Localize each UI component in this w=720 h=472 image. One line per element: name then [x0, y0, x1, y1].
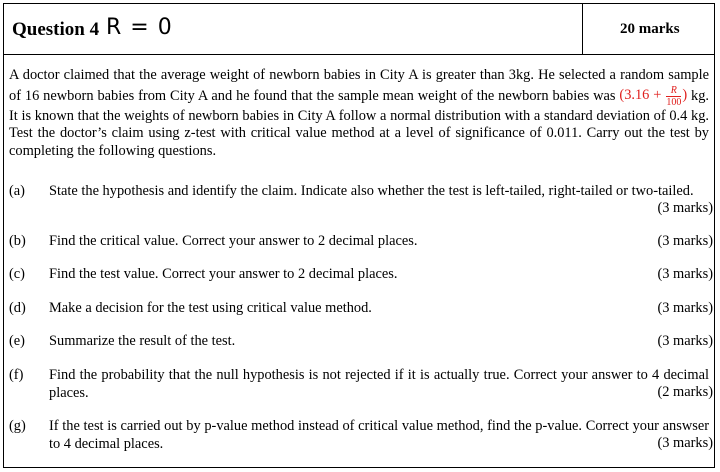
- part-d-text: Make a decision for the test using critical value method.: [49, 300, 372, 316]
- part-f-text: Find the probability that the null hypothesis is not rejected if it is actually true. Correct your answer to 4 decimal places.: [49, 367, 709, 401]
- part-a-text: State the hypothesis and identify the claim. Indicate also whether the test is left-tailed, right-tailed or two-tailed.: [49, 183, 694, 199]
- part-f-marks: (2 marks): [657, 384, 713, 400]
- part-g-marks: (3 marks): [657, 435, 713, 451]
- part-d-marks: (3 marks): [657, 300, 713, 316]
- part-b-label: (b): [9, 233, 26, 249]
- part-b-text: Find the critical value. Correct your answer to 2 decimal places.: [49, 233, 418, 249]
- part-f-label: (f): [9, 367, 24, 383]
- part-e-label: (e): [9, 333, 25, 349]
- part-a-marks: (3 marks): [657, 200, 713, 216]
- intro-text-2: kg. It is known that the weights of newborn babies in City A follow a normal distribution with a standard deviation of 0.4 kg. Test the doctor’s claim using z-test with critical value method at a level of significance of 0.011. Carry out the test by completing the following questions.: [9, 87, 710, 159]
- part-e-text: Summarize the result of the test.: [49, 333, 236, 349]
- formula-fraction: [666, 85, 681, 108]
- part-c-marks: (3 marks): [657, 266, 713, 282]
- handwritten-note: R = 0: [106, 15, 173, 40]
- fraction-numerator: R: [666, 85, 681, 97]
- question-header: [4, 4, 714, 55]
- part-e-marks: (3 marks): [657, 333, 713, 349]
- part-d-label: (d): [9, 300, 26, 316]
- header-divider: [582, 4, 583, 54]
- question-intro: [9, 67, 709, 160]
- part-a-label: (a): [9, 183, 25, 199]
- part-c-label: (c): [9, 266, 25, 282]
- formula-close: ): [682, 87, 688, 104]
- part-g-text: If the test is carried out by p-value method instead of critical value method, find the p-value. Correct your answser to 4 decimal places.: [49, 418, 709, 452]
- part-c-text: Find the test value. Correct your answer to 2 decimal places.: [49, 266, 398, 282]
- part-g-label: (g): [9, 418, 26, 434]
- total-marks: 20 marks: [620, 21, 680, 37]
- part-b-marks: (3 marks): [657, 233, 713, 249]
- formula-open: (3.16 +: [619, 87, 666, 104]
- intro-text-1: A doctor claimed that the average weight of newborn babies in City A is greater than 3kg. He selected a random sample of 16 newborn babies from City A and he found that the sample mean weight of the newborn babies was: [9, 67, 709, 104]
- sample-mean-formula: [619, 84, 688, 108]
- question-title: Question 4: [12, 19, 100, 40]
- fraction-denominator: 100: [666, 96, 682, 108]
